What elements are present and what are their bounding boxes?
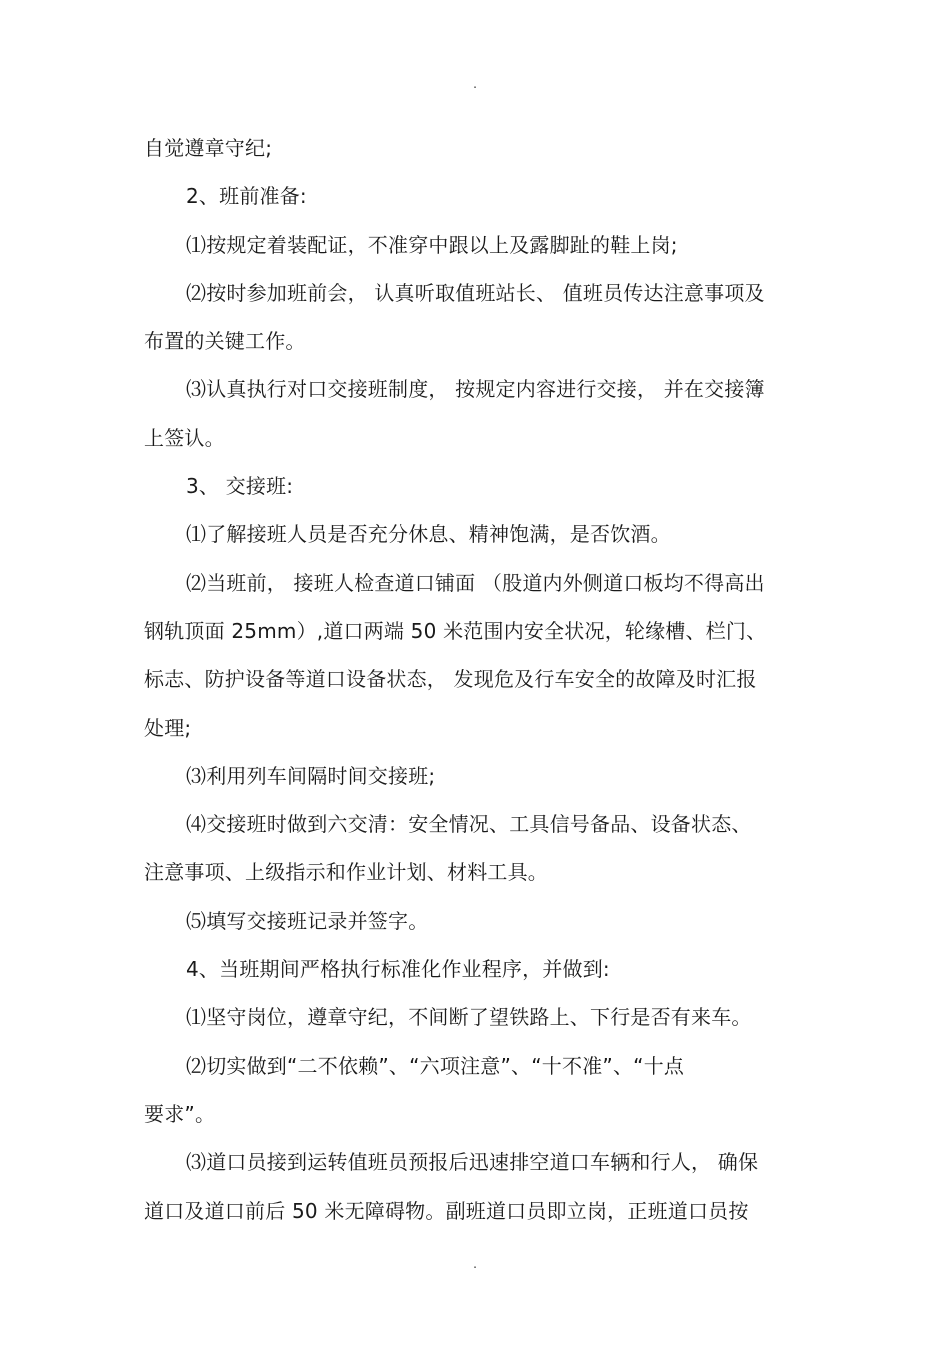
page-marker-bottom: . xyxy=(473,1257,477,1271)
text-line: 注意事项、上级指示和作业计划、材料工具。 xyxy=(144,860,548,885)
text-line: 4、当班期间严格执行标准化作业程序，并做到: xyxy=(186,957,610,982)
text-line: ⑶认真执行对口交接班制度， 按规定内容进行交接， 并在交接簿 xyxy=(186,377,765,402)
document-body xyxy=(144,124,810,1235)
text-line: 2、班前准备: xyxy=(186,184,307,209)
text-line: ⑸填写交接班记录并签字。 xyxy=(186,908,429,933)
text-line: 要求”。 xyxy=(144,1101,216,1126)
text-line: 3、 交接班: xyxy=(186,474,294,499)
text-line: ⑷交接班时做到六交清：安全情况、工具信号备品、设备状态、 xyxy=(186,812,752,837)
text-line: 布置的关键工作。 xyxy=(144,329,306,354)
text-line: ⑴了解接班人员是否充分休息、精神饱满，是否饮酒。 xyxy=(186,522,671,547)
text-line: 钢轨顶面 25mm）,道口两端 50 米范围内安全状况，轮缘槽、栏门、 xyxy=(144,618,767,643)
text-line: ⑴按规定着装配证，不准穿中跟以上及露脚趾的鞋上岗; xyxy=(186,232,678,257)
text-line: 道口及道口前后 50 米无障碍物。副班道口员即立岗，正班道口员按 xyxy=(144,1198,749,1223)
text-line: ⑵当班前， 接班人检查道口铺面 （股道内外侧道口板均不得高出 xyxy=(186,570,765,595)
text-line: ⑵切实做到“二不依赖”、“六项注意”、“十不准”、“十点 xyxy=(186,1053,685,1078)
text-line: 上签认。 xyxy=(144,425,225,450)
text-line: 自觉遵章守纪; xyxy=(144,136,273,160)
text-line: ⑶利用列车间隔时间交接班; xyxy=(186,763,436,788)
text-line: 处理; xyxy=(144,715,192,740)
page-marker-top: . xyxy=(473,77,477,91)
text-line: 标志、防护设备等道口设备状态， 发现危及行车安全的故障及时汇报 xyxy=(144,667,757,692)
text-line: ⑵按时参加班前会， 认真听取值班站长、 值班员传达注意事项及 xyxy=(186,280,765,305)
text-line: ⑶道口员接到运转值班员预报后迅速排空道口车辆和行人， 确保 xyxy=(186,1150,759,1175)
text-line: ⑴坚守岗位，遵章守纪，不间断了望铁路上、下行是否有来车。 xyxy=(186,1005,752,1030)
